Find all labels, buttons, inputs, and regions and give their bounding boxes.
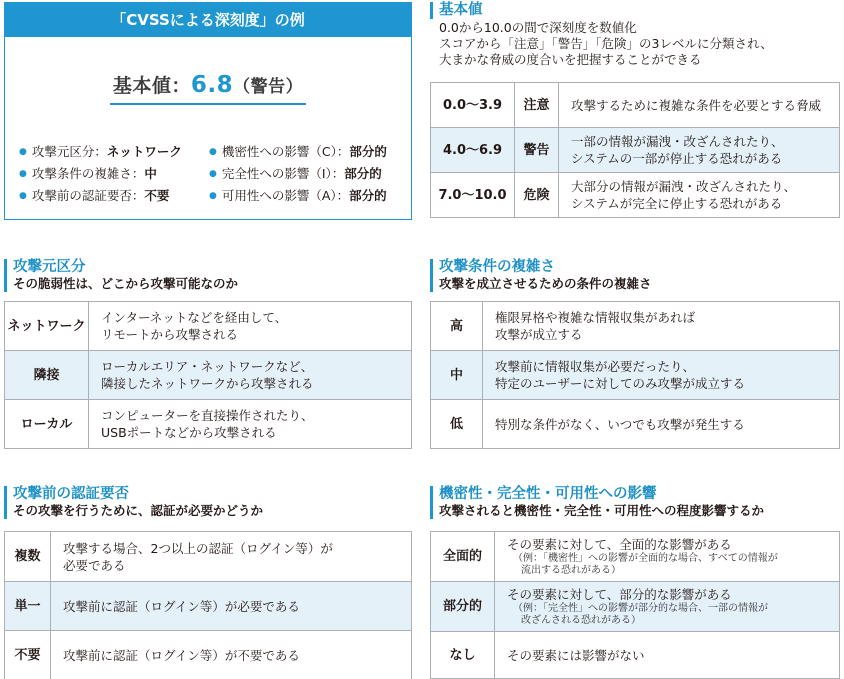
table-row: 7.0〜10.0 危険 大部分の情報が漏洩・改ざんされたり、 システムが完全に停止する恐れがある bbox=[431, 173, 840, 218]
example-left-list bbox=[19, 141, 182, 207]
complexity-table bbox=[430, 301, 840, 449]
table-row: 部分的 その要素に対して、部分的な影響がある （例：「完全性」への影響が部分的な場合、一部の情報が 改ざんされる恐れがある） bbox=[431, 582, 840, 632]
list-item: ● 攻撃条件の複雑さ：中 bbox=[19, 166, 157, 181]
base-description: 0.0から10.0の間で深刻度を数値化 スコアから「注意」「警告」「危険」の3レベルに分類され、 大まかな脅威の度合いを把握することができる bbox=[439, 20, 773, 67]
list-item: ● 完全性への影響（I）：部分的 bbox=[209, 166, 382, 181]
list-item: ● 機密性への影響（C）：部分的 bbox=[209, 144, 387, 159]
vector-section-title: 攻撃元区分 その脆弱性は、どこから攻撃可能なのか bbox=[4, 259, 238, 292]
impact-table bbox=[430, 531, 840, 679]
table-row: 0.0〜3.9 注意 攻撃するために複雑な条件を必要とする脅威 bbox=[431, 83, 840, 128]
bullet-icon: ● bbox=[19, 191, 27, 201]
score-level: （警告） bbox=[233, 77, 304, 97]
auth-section-title: 攻撃前の認証要否 その攻撃を行うために、認証が必要かどうか bbox=[4, 486, 263, 519]
table-row: なし その要素には影響がない bbox=[431, 632, 840, 679]
table-row: 単一 攻撃前に認証（ログイン等）が必要である bbox=[5, 582, 412, 631]
example-score bbox=[5, 71, 411, 105]
list-item: ● 攻撃元区分：ネットワーク bbox=[19, 144, 182, 159]
table-row: 中 攻撃前に情報収集が必要だったり、 特定のユーザーに対してのみ攻撃が成立する bbox=[431, 351, 840, 400]
table-row: 高 権限昇格や複雑な情報収集があれば 攻撃が成立する bbox=[431, 302, 840, 351]
bullet-icon: ● bbox=[19, 147, 27, 157]
base-section-title bbox=[430, 2, 483, 19]
vector-table bbox=[4, 301, 412, 449]
cvss-example-box bbox=[4, 2, 412, 220]
complexity-section-title: 攻撃条件の複雑さ 攻撃を成立させるための条件の複雑さ bbox=[430, 259, 652, 292]
table-row: 隣接 ローカルエリア・ネットワークなど、 隣接したネットワークから攻撃される bbox=[5, 351, 412, 400]
table-row: 全面的 その要素に対して、全面的な影響がある （例：「機密性」への影響が全面的な場合、すべての情報が 流出する恐れがある） bbox=[431, 532, 840, 582]
impact-section-title: 機密性・完全性・可用性への影響 攻撃されると機密性・完全性・可用性への程度影響するか bbox=[430, 486, 764, 519]
bullet-icon: ● bbox=[19, 169, 27, 179]
bullet-icon: ● bbox=[209, 147, 217, 157]
table-row: 低 特別な条件がなく、いつでも攻撃が発生する bbox=[431, 400, 840, 449]
table-row: ローカル コンピューターを直接操作されたり、 USBポートなどから攻撃される bbox=[5, 400, 412, 449]
list-item: ● 攻撃前の認証要否：不要 bbox=[19, 188, 170, 203]
table-row: 複数 攻撃する場合、2つ以上の認証（ログイン等）が 必要である bbox=[5, 532, 412, 582]
example-right-list bbox=[209, 141, 387, 207]
score-value: 6.8 bbox=[190, 72, 234, 98]
bullet-icon: ● bbox=[209, 191, 217, 201]
table-row: ネットワーク インターネットなどを経由して、 リモートから攻撃される bbox=[5, 302, 412, 351]
list-item: ● 可用性への影響（A）：部分的 bbox=[209, 188, 387, 203]
bullet-icon: ● bbox=[209, 169, 217, 179]
table-row: 不要 攻撃前に認証（ログイン等）が不要である bbox=[5, 631, 412, 679]
example-header: 「CVSSによる深刻度」の例 bbox=[5, 3, 411, 37]
base-table bbox=[430, 82, 840, 218]
base-title: 基本値 bbox=[439, 2, 483, 18]
auth-table bbox=[4, 531, 412, 679]
table-row: 4.0〜6.9 警告 一部の情報が漏洩・改ざんされたり、 システムの一部が停止する恐れがある bbox=[431, 128, 840, 173]
score-label: 基本値： bbox=[112, 75, 191, 97]
